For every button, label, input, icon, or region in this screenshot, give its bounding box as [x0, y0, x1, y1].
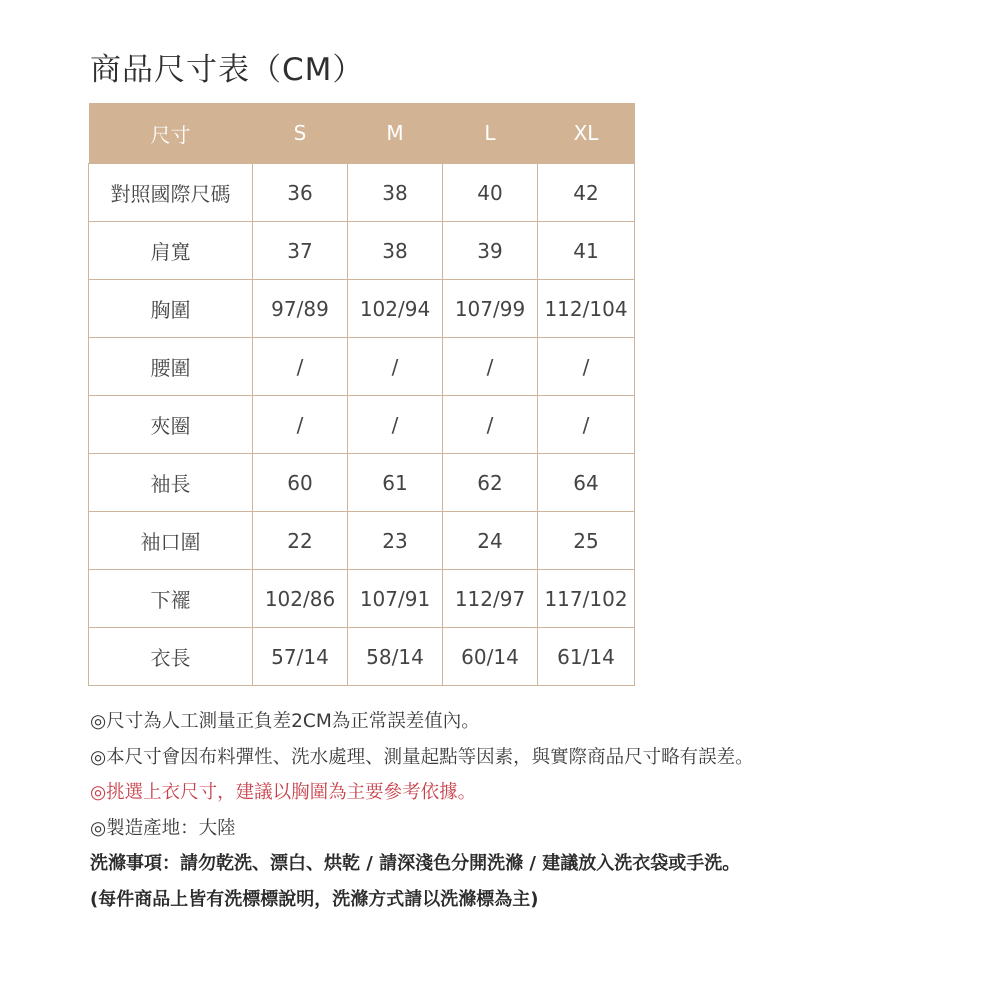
row-label: 袖長 [89, 454, 253, 512]
table-cell: / [253, 396, 348, 454]
table-cell: 117/102 [538, 570, 635, 628]
table-cell: / [538, 396, 635, 454]
table-cell: 62 [443, 454, 538, 512]
table-cell: / [538, 338, 635, 396]
table-row [89, 164, 635, 222]
table-cell: 25 [538, 512, 635, 570]
header-s: S [253, 103, 348, 164]
note-washing-instructions: 洗滌事項：請勿乾洗、漂白、烘乾 / 請深淺色分開洗滌 / 建議放入洗衣袋或手洗。 [90, 853, 741, 874]
header-xl: XL [538, 103, 635, 164]
note-washing-label: (每件商品上皆有洗標標說明，洗滌方式請以洗滌標為主) [90, 888, 539, 910]
table-cell: 97/89 [253, 280, 348, 338]
table-cell: 102/86 [253, 570, 348, 628]
row-label: 夾圈 [89, 396, 253, 454]
header-l: L [443, 103, 538, 164]
table-row [89, 222, 635, 280]
header-m: M [348, 103, 443, 164]
notes-section [90, 704, 970, 917]
table-row [89, 396, 635, 454]
table-row [89, 570, 635, 628]
table-header-row [89, 103, 635, 164]
table-cell: 40 [443, 164, 538, 222]
page-title: 商品尺寸表（CM） [90, 52, 365, 88]
table-cell: 22 [253, 512, 348, 570]
table-cell: 60 [253, 454, 348, 512]
table-row [89, 628, 635, 686]
table-cell: 61/14 [538, 628, 635, 686]
size-table [88, 103, 635, 686]
table-cell: 107/99 [443, 280, 538, 338]
table-cell: 41 [538, 222, 635, 280]
table-cell: 37 [253, 222, 348, 280]
row-label: 衣長 [89, 628, 253, 686]
table-cell: 107/91 [348, 570, 443, 628]
table-cell: 24 [443, 512, 538, 570]
note-size-variance: ◎本尺寸會因布料彈性、洗水處理、測量起點等因素，與實際商品尺寸略有誤差。 [90, 746, 754, 768]
table-row [89, 280, 635, 338]
table-cell: 102/94 [348, 280, 443, 338]
table-cell: 60/14 [443, 628, 538, 686]
note-size-selection-tip: ◎挑選上衣尺寸，建議以胸圍為主要參考依據。 [90, 782, 477, 803]
row-label: 下襬 [89, 570, 253, 628]
table-cell: 64 [538, 454, 635, 512]
table-row [89, 512, 635, 570]
table-cell: / [253, 338, 348, 396]
table-cell: / [443, 338, 538, 396]
table-cell: 58/14 [348, 628, 443, 686]
table-cell: / [348, 338, 443, 396]
table-cell: 112/104 [538, 280, 635, 338]
note-measurement-tolerance: ◎尺寸為人工測量正負差2CM為正常誤差值內。 [90, 711, 480, 732]
table-cell: 112/97 [443, 570, 538, 628]
table-row [89, 454, 635, 512]
row-label: 胸圍 [89, 280, 253, 338]
table-cell: 57/14 [253, 628, 348, 686]
table-row [89, 338, 635, 396]
row-label: 袖口圍 [89, 512, 253, 570]
table-cell: 38 [348, 222, 443, 280]
header-size: 尺寸 [89, 103, 253, 164]
table-cell: / [348, 396, 443, 454]
table-cell: 39 [443, 222, 538, 280]
note-origin: ◎製造產地：大陸 [90, 817, 236, 839]
table-cell: 36 [253, 164, 348, 222]
row-label: 肩寬 [89, 222, 253, 280]
table-cell: 42 [538, 164, 635, 222]
table-cell: 61 [348, 454, 443, 512]
table-cell: / [443, 396, 538, 454]
row-label: 對照國際尺碼 [89, 164, 253, 222]
table-cell: 38 [348, 164, 443, 222]
row-label: 腰圍 [89, 338, 253, 396]
table-cell: 23 [348, 512, 443, 570]
